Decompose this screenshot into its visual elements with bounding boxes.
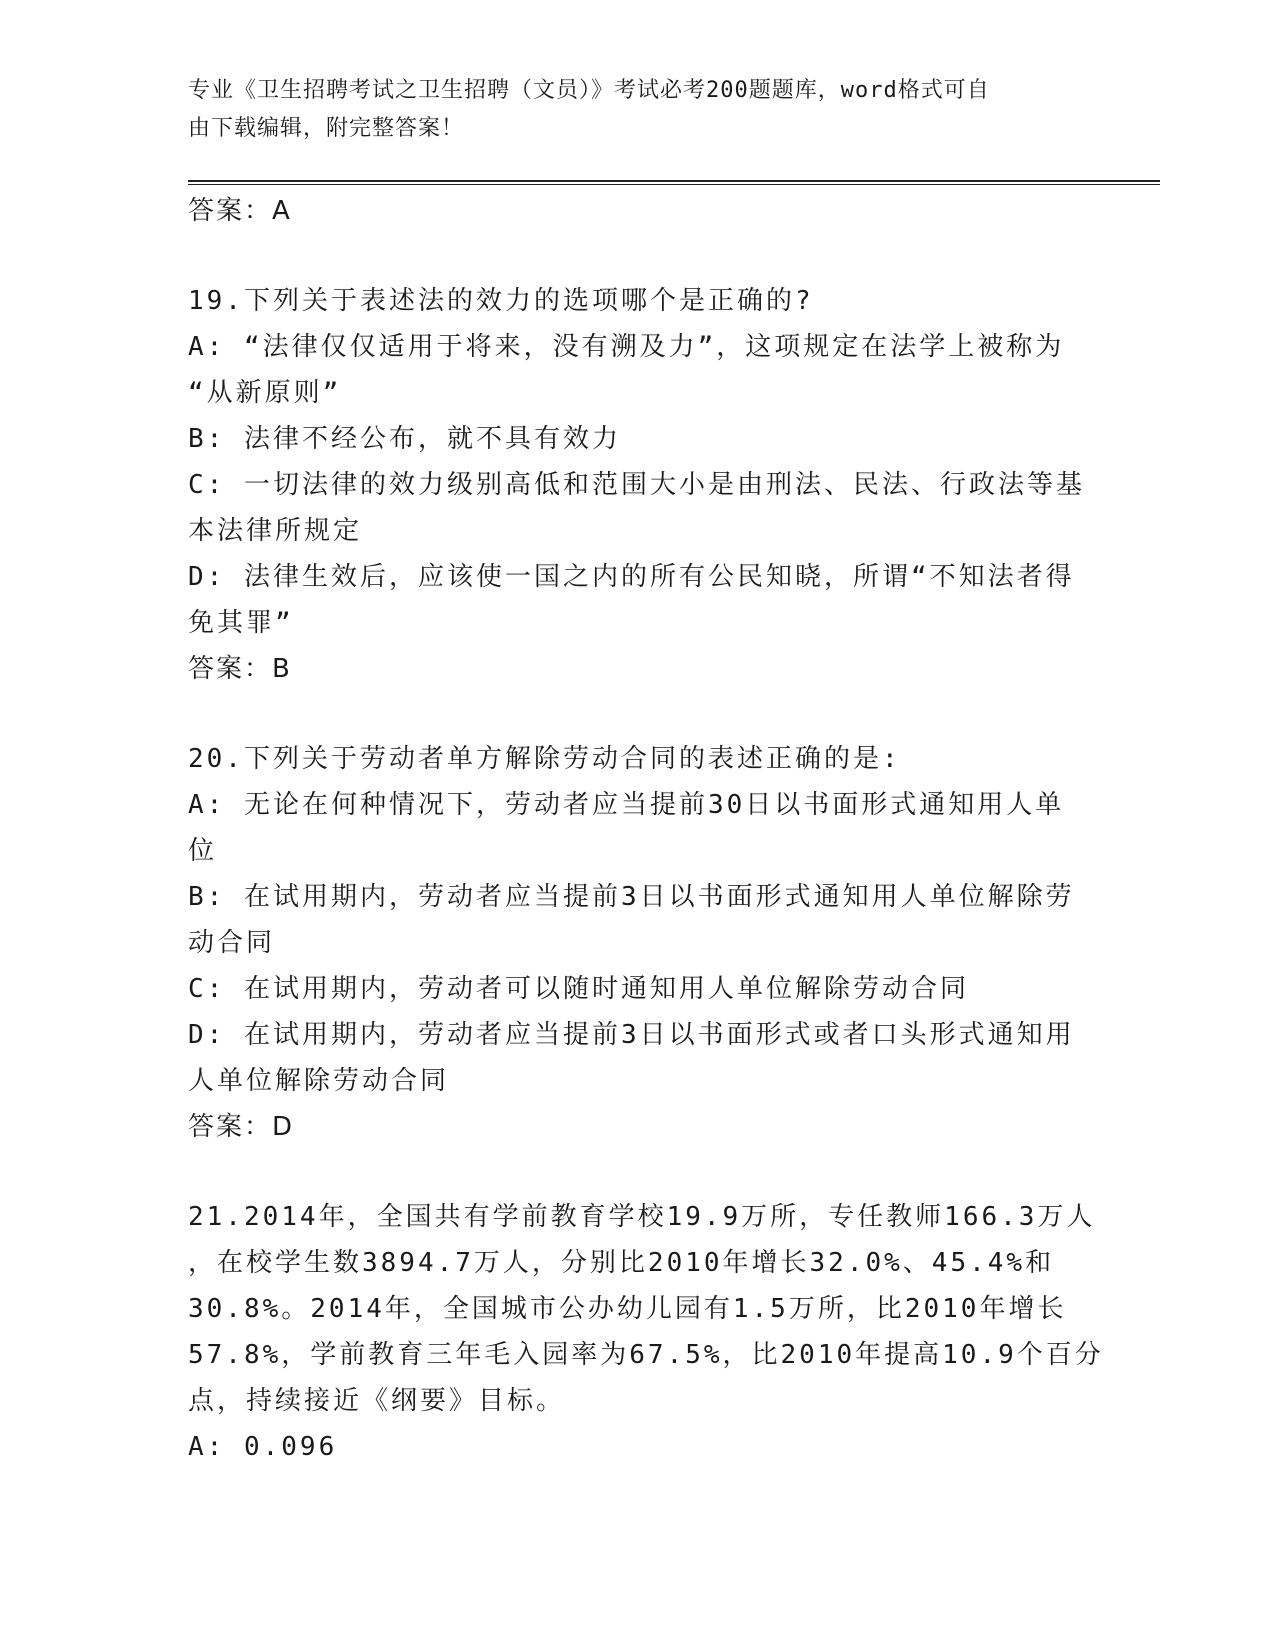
option-b: B: 在试用期内，劳动者应当提前3日以书面形式通知用人单位解除劳	[188, 882, 1075, 912]
option-c: C: 一切法律的效力级别高低和范围大小是由刑法、民法、行政法等基	[188, 470, 1085, 500]
spacer	[188, 1150, 1088, 1194]
answer: 答案：D	[188, 1112, 295, 1142]
option-b: B: 法律不经公布，就不具有效力	[188, 424, 621, 454]
spacer	[188, 234, 1088, 278]
question-text: 20.下列关于劳动者单方解除劳动合同的表述正确的是:	[188, 744, 901, 774]
document-body	[188, 188, 1104, 1470]
question-text-cont: 点，持续接近《纲要》目标。	[188, 1386, 566, 1416]
option-d: D: 在试用期内，劳动者应当提前3日以书面形式或者口头形式通知用	[188, 1020, 1075, 1050]
option-d-cont: 免其罪”	[188, 608, 294, 638]
question-text-cont: ，在校学生数3894.7万人，分别比2010年增长32.0%、45.4%和	[188, 1248, 1055, 1278]
option-c-cont: 本法律所规定	[188, 516, 363, 546]
question-text-cont: 30.8%。2014年，全国城市公办幼儿园有1.5万所，比2010年增长	[188, 1294, 1067, 1324]
option-a: A: “法律仅仅适用于将来，没有溯及力”，这项规定在法学上被称为	[188, 332, 1065, 362]
option-d: D: 法律生效后，应该使一国之内的所有公民知晓，所谓“不知法者得	[188, 562, 1075, 592]
option-d-cont: 人单位解除劳动合同	[188, 1066, 450, 1096]
page-header	[188, 72, 1088, 148]
question-text-cont: 57.8%，学前教育三年毛入园率为67.5%，比2010年提高10.9个百分	[188, 1340, 1104, 1370]
option-a: A: 0.096	[188, 1432, 338, 1462]
question-text: 19.下列关于表述法的效力的选项哪个是正确的?	[188, 286, 814, 316]
option-a-cont: “从新原则”	[188, 378, 342, 408]
option-c: C: 在试用期内，劳动者可以随时通知用人单位解除劳动合同	[188, 974, 969, 1004]
spacer	[188, 692, 1088, 736]
option-b-cont: 动合同	[188, 928, 276, 958]
question-20	[188, 736, 1088, 1150]
previous-answer: 答案：A	[188, 196, 292, 226]
question-21	[188, 1194, 1104, 1470]
question-text: 21.2014年，全国共有学前教育学校19.9万所，专任教师166.3万人	[188, 1202, 1096, 1232]
option-a-cont: 位	[188, 836, 218, 866]
header-rule-thick	[188, 180, 1160, 182]
header-line-1: 专业《卫生招聘考试之卫生招聘（文员）》考试必考200题题库，word格式可自	[188, 78, 990, 103]
question-19	[188, 278, 1088, 692]
header-line-2: 由下载编辑，附完整答案！	[188, 116, 465, 141]
answer: 答案：B	[188, 654, 292, 684]
header-rule-thin	[188, 184, 1160, 185]
option-a: A: 无论在何种情况下，劳动者应当提前30日以书面形式通知用人单	[188, 790, 1065, 820]
